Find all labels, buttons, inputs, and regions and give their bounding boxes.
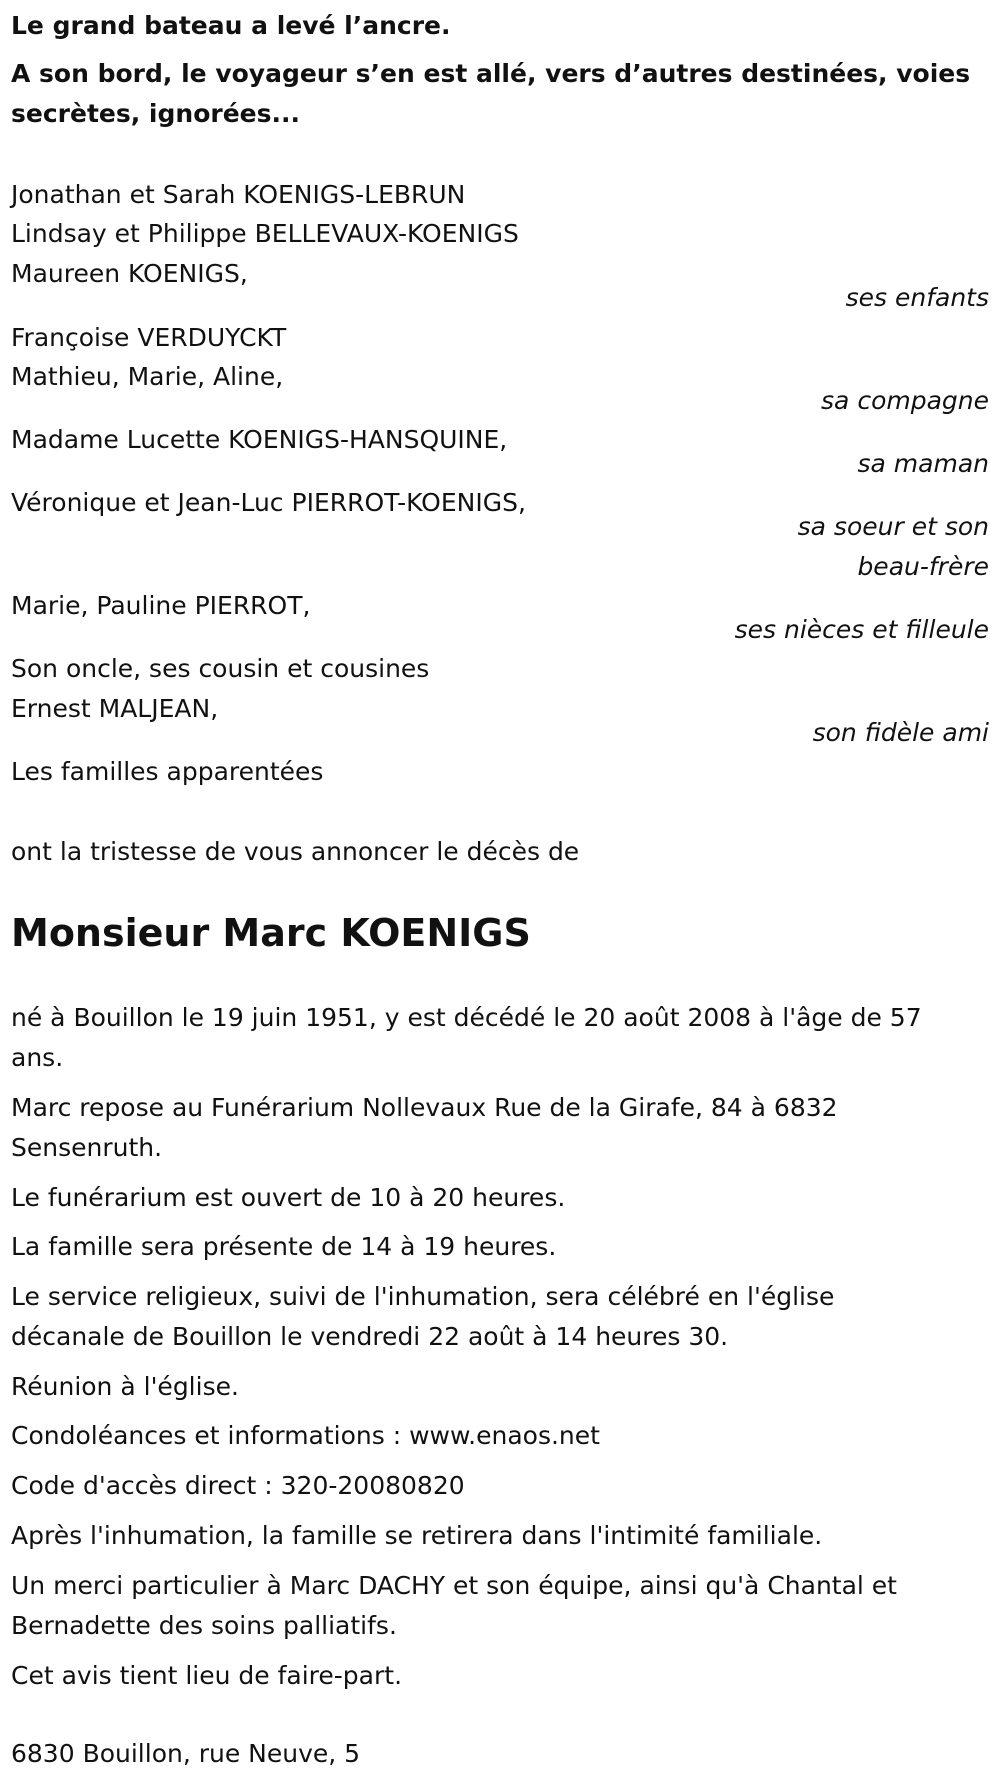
- detail-line: Après l'inhumation, la famille se retirera dans l'intimité familiale.: [11, 1521, 823, 1550]
- family-member: Jonathan et Sarah KOENIGS-LEBRUN: [11, 180, 466, 209]
- family-member: Françoise VERDUYCKT: [11, 323, 287, 352]
- detail-line: Code d'accès direct : 320-20080820: [11, 1471, 465, 1500]
- family-member: Son oncle, ses cousin et cousines: [11, 654, 430, 683]
- detail-line: Le funérarium est ouvert de 10 à 20 heures.: [11, 1183, 566, 1212]
- detail-line: Marc repose au Funérarium Nollevaux Rue de la Girafe, 84 à 6832: [11, 1093, 838, 1122]
- family-role: sa soeur et son: [797, 512, 989, 541]
- detail-line: Cet avis tient lieu de faire-part.: [11, 1661, 403, 1690]
- detail-line: décanale de Bouillon le vendredi 22 août à 14 heures 30.: [11, 1322, 729, 1351]
- family-role: beau-frère: [857, 552, 989, 581]
- family-member: Les familles apparentées: [11, 757, 324, 786]
- detail-line: Condoléances et informations : www.enaos.net: [11, 1421, 600, 1450]
- family-member: Mathieu, Marie, Aline,: [11, 362, 284, 391]
- intro-line-1: Le grand bateau a levé l’ancre.: [11, 11, 451, 40]
- detail-line: Réunion à l'église.: [11, 1372, 239, 1401]
- family-role: ses enfants: [845, 283, 989, 312]
- detail-line: La famille sera présente de 14 à 19 heures.: [11, 1232, 557, 1261]
- deceased-name: Monsieur Marc KOENIGS: [11, 911, 531, 955]
- family-role: ses nièces et filleule: [734, 615, 989, 644]
- family-member: Ernest MALJEAN,: [11, 694, 219, 723]
- family-member: Maureen KOENIGS,: [11, 259, 248, 288]
- family-role: sa compagne: [821, 386, 989, 415]
- family-member: Madame Lucette KOENIGS-HANSQUINE,: [11, 425, 508, 454]
- family-member: Marie, Pauline PIERROT,: [11, 591, 311, 620]
- intro-line-2: A son bord, le voyageur s’en est allé, vers d’autres destinées, voies: [11, 59, 971, 88]
- family-role: sa maman: [857, 449, 989, 478]
- family-member: Lindsay et Philippe BELLEVAUX-KOENIGS: [11, 219, 519, 248]
- family-role: son fidèle ami: [812, 718, 989, 747]
- announcement: ont la tristesse de vous annoncer le décès de: [11, 837, 580, 866]
- detail-line: Le service religieux, suivi de l'inhumation, sera célébré en l'église: [11, 1282, 835, 1311]
- family-member: Véronique et Jean-Luc PIERROT-KOENIGS,: [11, 488, 526, 517]
- intro-line-3: secrètes, ignorées...: [11, 99, 300, 128]
- detail-line: ans.: [11, 1043, 64, 1072]
- address: 6830 Bouillon, rue Neuve, 5: [11, 1739, 361, 1768]
- detail-line: né à Bouillon le 19 juin 1951, y est décédé le 20 août 2008 à l'âge de 57: [11, 1003, 922, 1032]
- detail-line: Bernadette des soins palliatifs.: [11, 1611, 397, 1640]
- detail-line: Sensenruth.: [11, 1133, 163, 1162]
- detail-line: Un merci particulier à Marc DACHY et son équipe, ainsi qu'à Chantal et: [11, 1571, 897, 1600]
